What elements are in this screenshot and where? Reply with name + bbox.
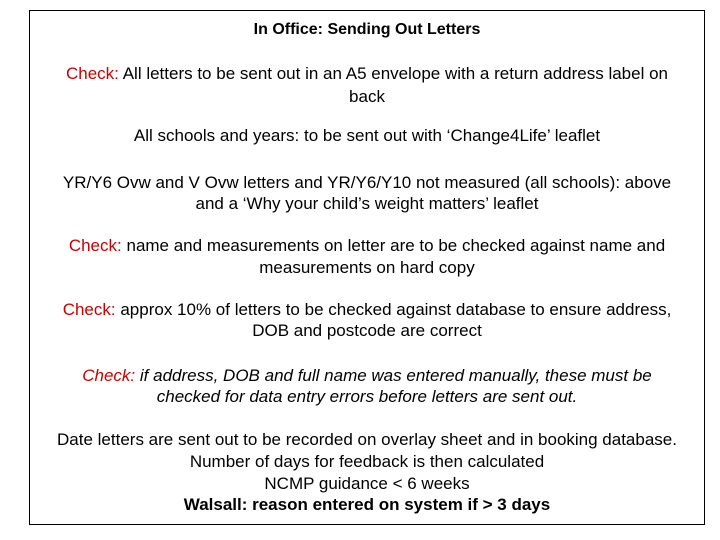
walsall-line: Walsall: reason entered on system if > 3 days — [183, 495, 551, 514]
check-envelope-line-2: back — [349, 87, 385, 106]
check-measurements-line-2: measurements on hard copy — [259, 258, 475, 277]
ncmp-guidance-line: NCMP guidance < 6 weeks — [264, 474, 470, 493]
check-envelope-line-1 — [29, 64, 705, 84]
check-manual-entry-text: if address, DOB and full name was entered manually, these must be — [139, 366, 652, 385]
overweight-line-2: and a ‘Why your child’s weight matters’ leaflet — [195, 194, 539, 213]
check-manual-entry-line-2: checked for data entry errors before letters are sent out. — [156, 387, 578, 406]
page-title: In Office: Sending Out Letters — [253, 21, 481, 38]
change4life-line: All schools and years: to be sent out with ‘Change4Life’ leaflet — [133, 126, 601, 145]
check-envelope-text: All letters to be sent out in an A5 envelope with a return address label on — [122, 64, 668, 83]
check-database-line-1 — [29, 300, 705, 320]
check-label: Check: — [65, 64, 119, 83]
feedback-days-line: Number of days for feedback is then calculated — [189, 452, 545, 471]
overweight-line-1: YR/Y6 Ovw and V Ovw letters and YR/Y6/Y10 not measured (all schools): above — [62, 173, 672, 192]
check-label: Check: — [82, 366, 136, 385]
check-label: Check: — [62, 300, 116, 319]
check-label: Check: — [68, 236, 122, 255]
date-recorded-line: Date letters are sent out to be recorded on overlay sheet and in booking database. — [57, 430, 677, 449]
check-manual-entry-line-1 — [29, 366, 705, 386]
check-database-line-2: DOB and postcode are correct — [252, 321, 482, 340]
check-measurements-text: name and measurements on letter are to be checked against name and — [126, 236, 666, 255]
check-database-text: approx 10% of letters to be checked against database to ensure address, — [120, 300, 672, 319]
check-measurements-line-1 — [29, 236, 705, 256]
